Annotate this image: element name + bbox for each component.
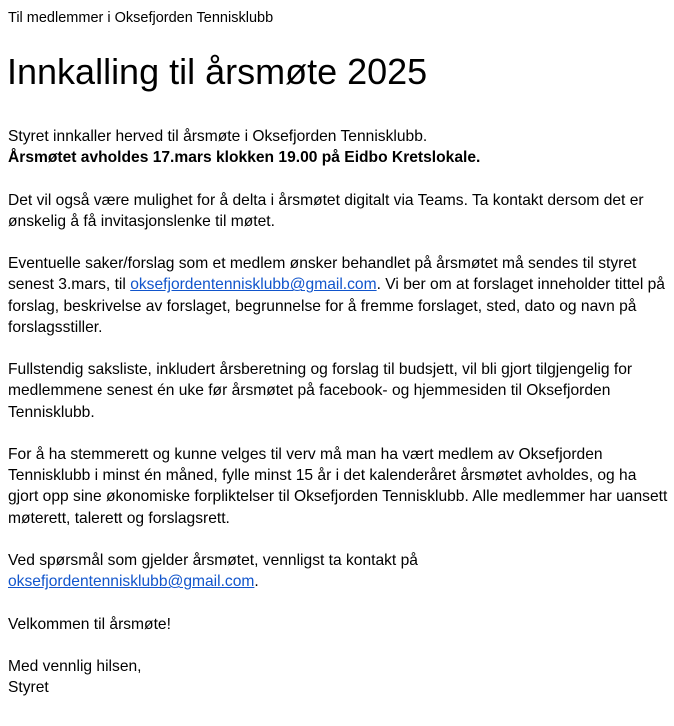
proposals-text-start: Eventuelle saker/forslag som et medlem ønsker behandlet på årsmøtet må sendes til styret senest 3.mars, til (8, 255, 637, 294)
voting-rights-paragraph: For å ha stemmerett og kunne velges til verv må man ha vært medlem av Oksefjorden Tennisklubb i minst én måned, fylle minst 15 år i det kalenderåret årsmøtet avholdes, og ha gjort opp sine økonomiske forpliktelser til Oksefjorden Tennisklubb. Alle medlemmer har uansett møterett, talerett og forslagsrett. (8, 445, 668, 527)
email-link-proposals[interactable]: oksefjordentennisklubb@gmail.com (130, 276, 377, 294)
signature: Styret (8, 679, 49, 697)
email-link-contact[interactable]: oksefjordentennisklubb@gmail.com (8, 573, 255, 591)
intro-paragraph (8, 126, 668, 168)
agenda-paragraph: Fullstendig saksliste, inkludert årsberetning og forslag til budsjett, vil bli gjort tilgjengelig for medlemmene senest én uke før årsmøtet på facebook- og hjemmesiden til Oksefjorden Tennisklubb. (8, 361, 633, 421)
teams-paragraph: Det vil også være mulighet for å delta i årsmøtet digitalt via Teams. Ta kontakt dersom det er ønskelig å få invitasjonslenke til møtet. (8, 191, 644, 230)
intro-line: Styret innkaller herved til årsmøte i Oksefjorden Tennisklubb. (8, 128, 428, 145)
contact-text-start: Ved spørsmål som gjelder årsmøtet, vennligst ta kontakt på (8, 551, 418, 569)
proposals-text-end: . Vi ber om at forslaget inneholder tittel på forslag, beskrivelse av forslaget, begrunnelse for å fremme forslaget, sted, dato og navn på forslagsstiller. (8, 276, 665, 336)
closing-line: Med vennlig hilsen, (8, 657, 142, 675)
meeting-time-place: Årsmøtet avholdes 17.mars klokken 19.00 på Eidbo Kretslokale. (8, 149, 481, 167)
proposals-paragraph (8, 253, 668, 338)
signoff-block (8, 656, 668, 698)
contact-paragraph (8, 550, 668, 592)
greeting-line: Til medlemmer i Oksefjorden Tennisklubb (8, 10, 274, 26)
welcome-paragraph: Velkommen til årsmøte! (8, 615, 171, 633)
letter-body (8, 126, 668, 720)
page-title: Innkalling til årsmøte 2025 (7, 51, 428, 92)
contact-text-end: . (254, 573, 259, 591)
